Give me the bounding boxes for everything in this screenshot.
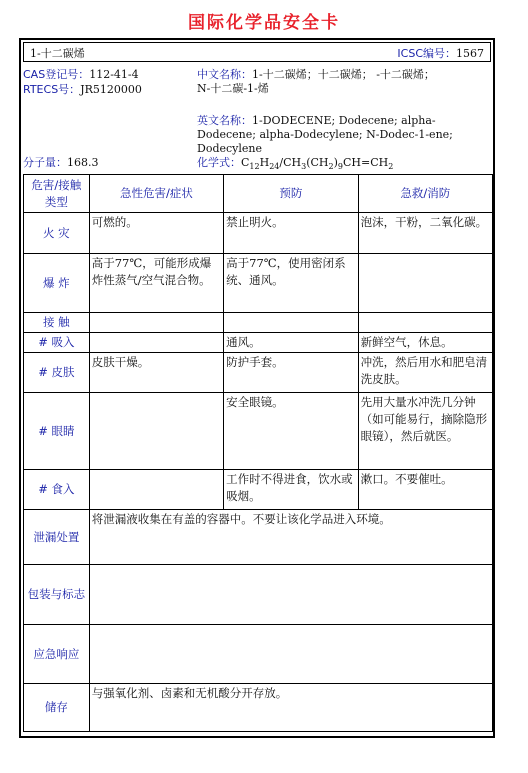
cell-aid (358, 254, 492, 313)
safety-card (19, 38, 495, 738)
section-label-spill: 泄漏处置 (24, 510, 90, 565)
icsc-value: 1567 (456, 47, 484, 60)
en-name-line1: 1-DODECENE; Dodecene; alpha- (252, 114, 436, 127)
cell-acute (89, 333, 223, 353)
row-label-inhalation: # 吸入 (24, 333, 90, 353)
card-title: 国际化学品安全卡 (188, 13, 340, 33)
row-label-ingestion: # 食入 (24, 470, 90, 510)
cell-aid: 先用大量水冲洗几分钟（如可能易行，摘除隐形眼镜），然后就医。 (358, 393, 492, 470)
cn-name-line2: N-十二碳-1-烯 (197, 82, 269, 95)
cas-value: 112-41-4 (89, 68, 139, 81)
cell-prevention: 禁止明火。 (224, 213, 358, 254)
en-name-line2: Dodecene; alpha-Dodecylene; N-Dodec-1-ene; (197, 128, 453, 141)
section-label-storage: 储存 (24, 684, 90, 732)
cell-acute (89, 470, 223, 510)
card-header (23, 42, 491, 62)
cas-label: CAS登记号： (23, 68, 90, 81)
cell-aid: 漱口。不要催吐。 (358, 470, 492, 510)
icsc-number (397, 45, 484, 61)
icsc-label: ICSC编号： (397, 47, 456, 60)
table-row (24, 393, 493, 470)
section-text-spill: 将泄漏液收集在有盖的容器中。不要让该化学品进入环境。 (89, 510, 492, 565)
cell-prevention: 防护手套。 (224, 353, 358, 393)
hazard-table (23, 174, 493, 732)
cell-aid: 冲洗，然后用水和肥皂清洗皮肤。 (358, 353, 492, 393)
mw-label: 分子量： (23, 156, 67, 169)
mw-value: 168.3 (67, 156, 99, 169)
table-row (24, 625, 493, 684)
identification-block (21, 64, 493, 172)
section-label-packaging: 包装与标志 (24, 565, 90, 625)
col-hazard-type: 危害/接触类型 (24, 175, 90, 213)
cell-prevention: 工作时不得进食，饮水或吸烟。 (224, 470, 358, 510)
cell-prevention: 安全眼镜。 (224, 393, 358, 470)
en-name-label: 英文名称： (197, 114, 252, 127)
cell-acute: 可燃的。 (89, 213, 223, 254)
cn-name-label: 中文名称： (197, 68, 252, 81)
cell-aid (358, 313, 492, 333)
cell-prevention: 高于77℃，使用密闭系统、通风。 (224, 254, 358, 313)
table-row (24, 353, 493, 393)
row-label-contact: 接 触 (24, 313, 90, 333)
section-text-storage: 与强氧化剂、卤素和无机酸分开存放。 (89, 684, 492, 732)
section-text-emergency (89, 625, 492, 684)
col-first-aid: 急救/消防 (358, 175, 492, 213)
cell-prevention: 通风。 (224, 333, 358, 353)
formula-label: 化学式： (197, 156, 241, 169)
table-row (24, 565, 493, 625)
section-text-packaging (89, 565, 492, 625)
table-row (24, 684, 493, 732)
col-acute: 急性危害/症状 (89, 175, 223, 213)
rtecs-label: RTECS号： (23, 83, 81, 96)
section-label-emergency: 应急响应 (24, 625, 90, 684)
cell-prevention (224, 313, 358, 333)
cell-acute: 高于77℃，可能形成爆炸性蒸气/空气混合物。 (89, 254, 223, 313)
cell-acute (89, 313, 223, 333)
cell-aid: 新鲜空气，休息。 (358, 333, 492, 353)
table-row (24, 510, 493, 565)
cell-acute: 皮肤干燥。 (89, 353, 223, 393)
row-label-fire: 火 灾 (24, 213, 90, 254)
row-label-eyes: # 眼睛 (24, 393, 90, 470)
cell-acute (89, 393, 223, 470)
en-name-line3: Dodecylene (197, 142, 262, 155)
table-row (24, 313, 493, 333)
row-label-skin: # 皮肤 (24, 353, 90, 393)
row-label-explosion: 爆 炸 (24, 254, 90, 313)
cell-aid: 泡沫，干粉，二氧化碳。 (358, 213, 492, 254)
table-row (24, 213, 493, 254)
table-row (24, 254, 493, 313)
chemical-name: 1-十二碳烯 (30, 47, 85, 60)
col-prevention: 预防 (224, 175, 358, 213)
table-row (24, 333, 493, 353)
rtecs-value: JR5120000 (80, 83, 142, 96)
cn-name-line1: 1-十二碳烯；十二碳烯； -十二碳烯； (252, 68, 435, 81)
formula-value: $C_{12}H_{24}/CH_3(CH_2)_9CH=CH_2$ (241, 156, 394, 172)
table-row (24, 470, 493, 510)
